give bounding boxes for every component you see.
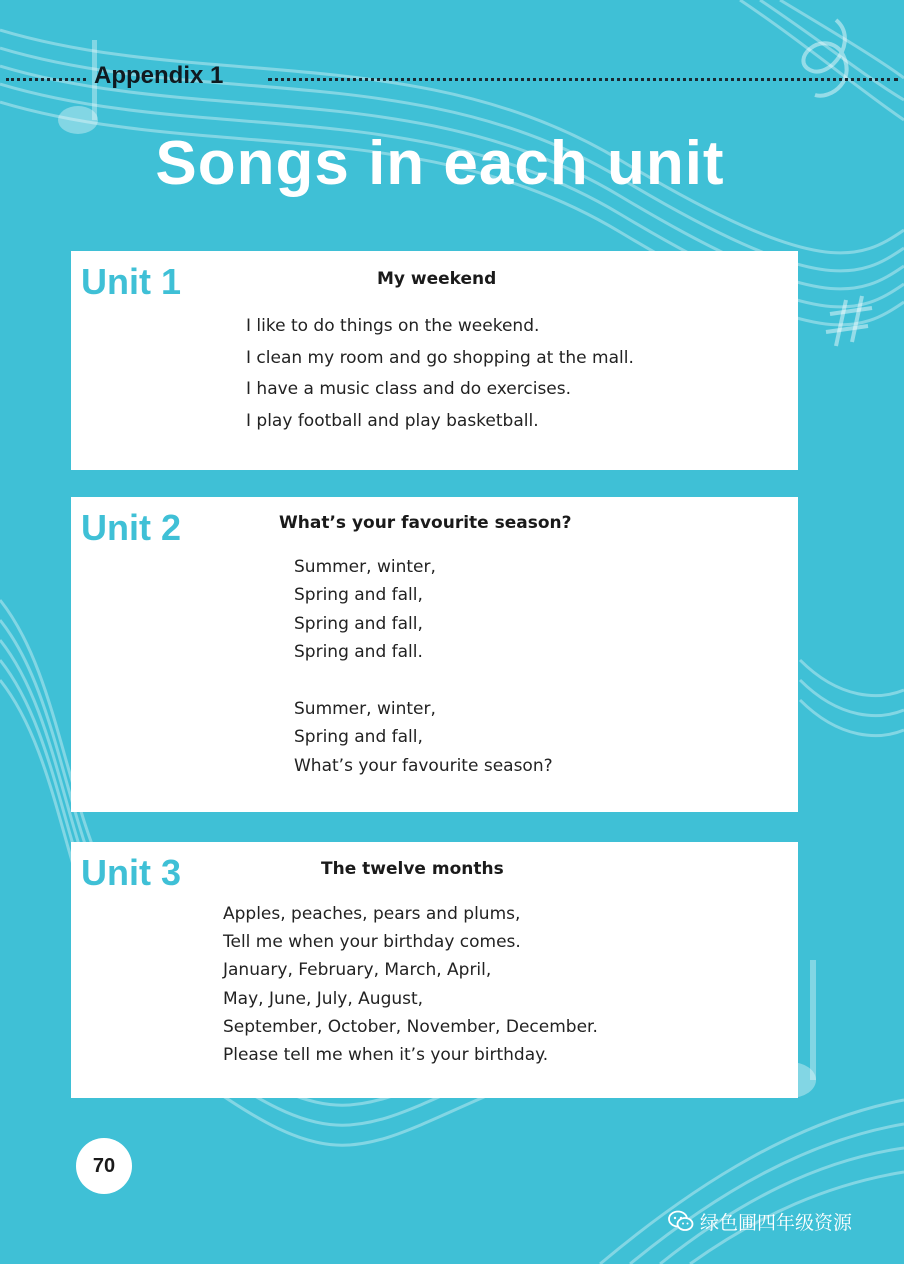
lyric-line: I play football and play basketball. [246,410,539,431]
lyric-line [294,667,553,695]
lyric-line: Apples, peaches, pears and plums, [223,904,521,924]
unit-2-song-title: What’s your favourite season? [279,513,572,533]
watermark-text: 绿色圃四年级资源 [700,1211,853,1234]
unit-2-card [71,497,798,812]
page-title: Songs in each unit [155,129,725,198]
dotted-rule-right [268,78,898,81]
lyric-line: What’s your favourite season? [294,755,553,776]
lyric-line: Summer, winter, [294,699,436,720]
unit-1-song-title: My weekend [377,269,497,289]
lyric-line: Spring and fall. [294,642,423,663]
lyric-line: I like to do things on the weekend. [246,316,540,336]
lyric-line: Tell me when your birthday comes. [223,932,521,953]
lyric-line: Please tell me when it’s your birthday. [223,1045,549,1066]
unit-3-card [71,842,798,1098]
wechat-icon [668,1210,694,1232]
unit-1-label: Unit 1 [81,261,182,302]
appendix-label: Appendix 1 [94,62,224,89]
page-number: 70 [76,1138,132,1194]
appendix-header [0,62,904,96]
lyric-line: September, October, November, December. [223,1016,598,1037]
lyric-line: I clean my room and go shopping at the mall. [246,347,634,368]
lyric-line: Summer, winter, [294,557,436,577]
unit-1-card [71,251,798,470]
unit-3-lyrics [223,900,598,1069]
unit-2-lyrics [294,553,553,780]
lyric-line: I have a music class and do exercises. [246,379,572,399]
lyric-line: January, February, March, April, [223,960,492,981]
dotted-rule-left [6,78,86,81]
unit-3-label: Unit 3 [81,852,182,893]
lyric-line: May, June, July, August, [223,988,424,1009]
unit-2-label: Unit 2 [81,507,182,548]
unit-3-song-title: The twelve months [321,859,504,879]
lyric-line: Spring and fall, [294,585,423,606]
lyric-line: Spring and fall, [294,613,423,634]
watermark [668,1206,852,1236]
lyric-line: Spring and fall, [294,727,423,748]
unit-1-lyrics [246,311,634,437]
